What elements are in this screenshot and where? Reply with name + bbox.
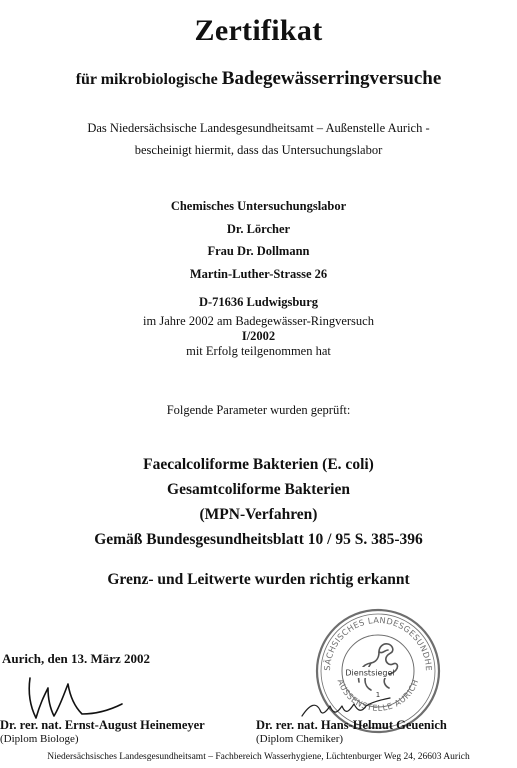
seal-number: 1 <box>375 691 381 699</box>
parameter-item: Gemäß Bundesgesundheitsblatt 10 / 95 S. 385-396 <box>94 531 423 548</box>
certificate-title: Zertifikat <box>194 14 323 47</box>
certificate-subtitle <box>0 68 517 90</box>
participation-block <box>0 314 517 359</box>
participation-line-1: im Jahre 2002 am Badegewässer-Ringversuch <box>143 314 374 328</box>
intro-line-1: Das Niedersächsische Landesgesundheitsamt – Außenstelle Aurich - <box>87 121 430 135</box>
subtitle-prefix: für mikrobiologische <box>75 71 218 88</box>
lab-address-block <box>0 195 517 314</box>
parameters-list <box>0 452 517 552</box>
parameter-item: Gesamtcoliforme Bakterien <box>167 481 350 498</box>
seal-text-bottom: AUSSENSTELLE AURICH <box>335 677 421 713</box>
footer-address: Niedersächsisches Landesgesundheitsamt – Fachbereich Wasserhygiene, Lüchtenburger Weg 24, 26603 Aurich <box>47 752 470 762</box>
intro-line-2: bescheinigt hiermit, dass das Untersuchungslabor <box>134 143 383 157</box>
seal-text-top: NIEDERSÄCHSISCHES LANDESGESUNDHEITSAMT <box>309 598 435 672</box>
parameter-item: Faecalcoliforme Bakterien (E. coli) <box>143 456 374 473</box>
participation-code: I/2002 <box>241 329 276 343</box>
signatory-2 <box>256 718 447 745</box>
signature-1 <box>18 674 138 724</box>
parameters-intro: Folgende Parameter wurden geprüft: <box>166 403 351 417</box>
lab-person-2: Frau Dr. Dollmann <box>207 244 310 258</box>
lab-city: D-71636 Ludwigsburg <box>198 295 319 309</box>
lab-street: Martin-Luther-Strasse 26 <box>189 266 328 281</box>
participation-line-3: mit Erfolg teilgenommen hat <box>186 344 331 358</box>
subtitle-main: Badegewässerringversuche <box>221 68 442 89</box>
signatory-1-name: Dr. rer. nat. Ernst-August Heinemeyer <box>0 718 205 732</box>
seal-label: Dienstsiegel <box>345 668 395 678</box>
lab-name: Chemisches Untersuchungslabor <box>170 199 347 213</box>
result-statement: Grenz- und Leitwerte wurden richtig erkannt <box>107 571 410 588</box>
lab-person-1: Dr. Lörcher <box>226 221 291 236</box>
signatory-2-name: Dr. rer. nat. Hans-Helmut Geuenich <box>256 718 447 732</box>
signatory-2-title: (Diplom Chemiker) <box>256 733 344 745</box>
signatory-1-title: (Diplom Biologe) <box>0 733 79 745</box>
parameter-item: (MPN-Verfahren) <box>199 506 318 523</box>
horse-emblem-icon <box>359 644 398 690</box>
intro-text <box>0 117 517 161</box>
place-date: Aurich, den 13. März 2002 <box>2 651 151 666</box>
signatory-1 <box>0 718 205 745</box>
